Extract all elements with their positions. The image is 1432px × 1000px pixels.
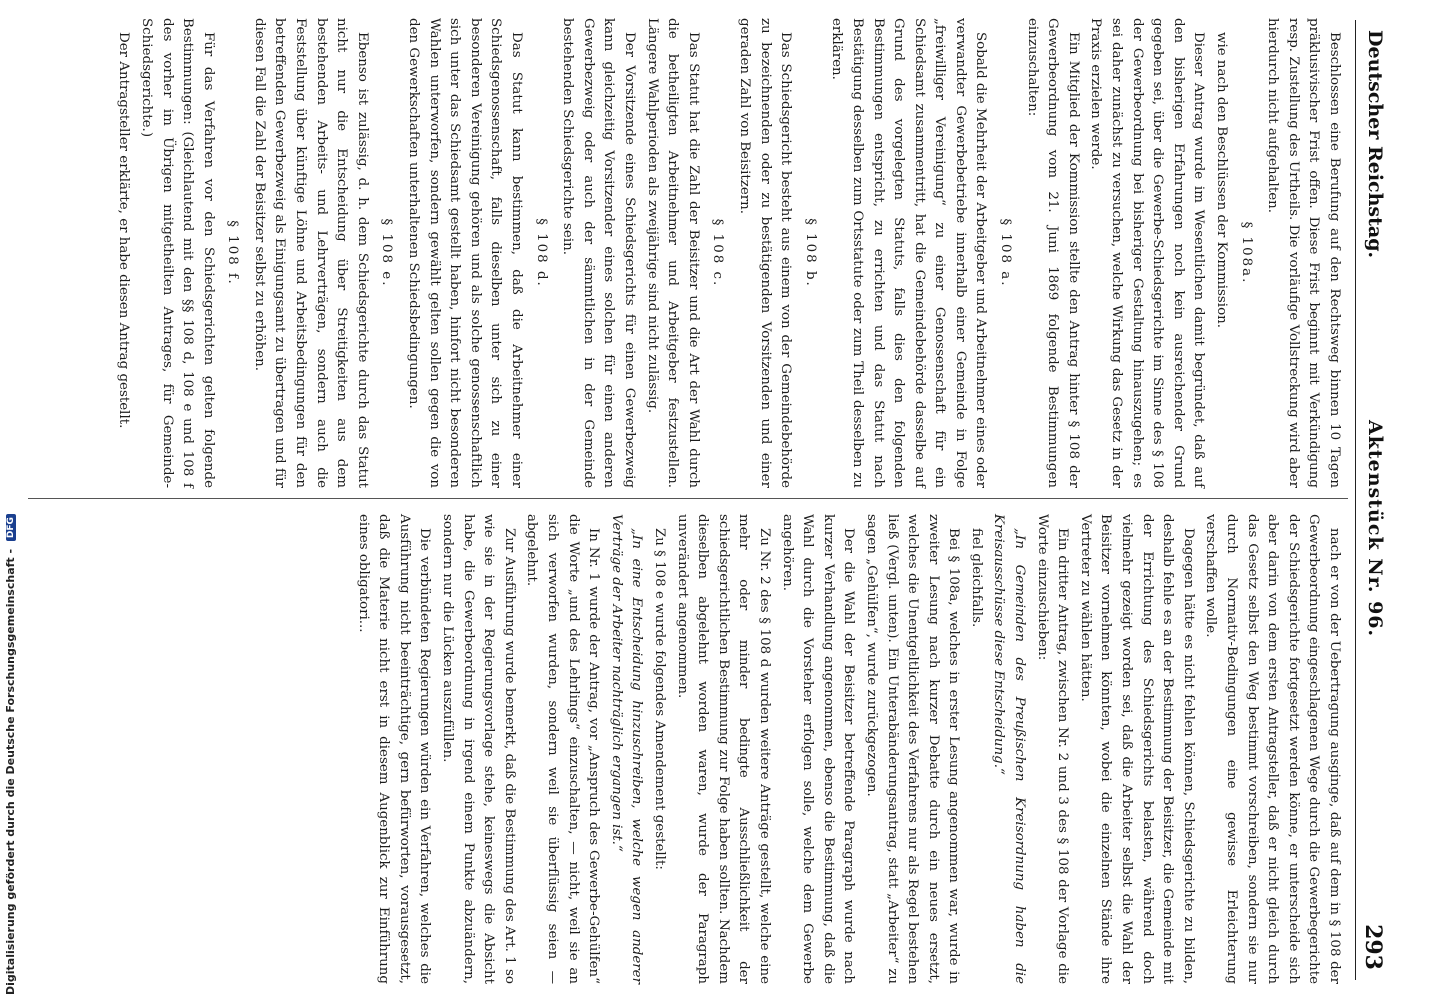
paragraph: Beschlossen eine Berufung auf den Rechtsweg binnen 10 Tagen präklusivischer Frist offen. Diese Frist beginnt mit Verkündigung resp. Zustellung des Urtheils. Die vorläufige Vollstreckung wird aber hierdurch nicht aufgehalten. [1265,18,1342,488]
section-heading: § 108a. [1238,221,1254,285]
paragraph: fiel gleichfalls. [968,528,984,628]
section-heading: § 108 d. [533,218,549,288]
paragraph: Das Statut hat die Zahl der Beisitzer und die Art der Wahl durch die betheiligten Arbeitnehmer und Arbeitgeber festzustellen. Längere Wahlperioden als zweijährige sind nicht zulässig. [644,18,701,488]
paragraph: Das Statut kann bestimmen, daß die Arbeitnehmer einer Schiedsgenossenschaft, falls dieselben unter sich zu einer besonderen Vereinigung gehören und als solche genossenschaftlich sich unter das Schiedsamt gestellt haben, hinfort nicht besonderen Wahlen unterworfen, sondern gewählt gelten sollen gegen die von den Gewerkschaften unterhaltenen Schiedsbedingungen. [406,18,525,488]
digitization-note [4,514,17,995]
text-column-right [350,514,1344,984]
digitization-text: Digitalisierung gefördert durch die Deutsche Forschungsgemeinschaft - [4,548,17,995]
column-divider [28,498,1348,499]
paragraph: Die verbündeten Regierungen würden ein Verfahren, welches die Ausführung nicht beeinträchtige, gern befürworten, vorausgesetzt, daß die Materie nicht erst in diesem Augenblick zur Einführung eines obligatori... [355,514,433,984]
paragraph: Dagegen hätte es nicht fehlen können, Schiedsgerichte zu bilden, deshalb fehle es an der Bestimmung der Beisitzer, die Gemeinde mit der Errichtung des Schiedsgerichts belasten, während doch vielmehr gezeigt worden sei, daß die Arbeiter selbst die Wahl der Beisitzer vornehmen könnten, wobei die einzelnen Stände ihre Vertreter zu wählen hätten. [1077,514,1196,984]
paragraph: wie nach den Beschlüssen der Kommission. [1214,32,1230,329]
paragraph: Zur Ausführung wurde bemerkt, daß die Bestimmung des Art. 1 so wie sie in der Regierungsvorlage stehe, keineswegs die Absicht habe, die Gewerbeordnung in irgend einem Punkte abzuändern, sondern nur die Lücken auszufüllen. [440,514,517,984]
paragraph: Ein dritter Antrag, zwischen Nr. 2 und 3 des § 108 der Vorlage die Worte einzuschieben: [1034,514,1071,984]
paragraph: Der die Wahl der Beisitzer betreffende Paragraph wurde nach kurzer Verhandlung angenommen, ebenso die Bestimmung, daß die Wahl durch die Vorsteher erfolgen solle, welche dem Gewerbe angehören. [779,514,857,984]
page-header-center: Aktenstück Nr. 96. [1364,420,1386,638]
section-heading: § 108 e. [379,218,395,288]
paragraph: Bei § 108a, welches in erster Lesung angenommen war, wurde in zweiter Lesung nach kurzer Debatte durch ein neues ersetzt, welches die Unentgeltlichkeit des Verfahrens nur als Regel bestehen ließ (Vergl. unten). Ein Unterabänderungsantrag, statt „Arbeiter“ zu sagen „Gehülfen“, wurde zurückgezogen. [863,514,962,984]
section-heading: § 108 f. [225,220,241,286]
header-rule [1355,20,1356,980]
paragraph: Sobald die Mehrheit der Arbeitgeber und Arbeitnehmer eines oder verwandter Gewerbebetriebe innerhalb einer Gemeinde in Folge „freiwilliger Vereinigung“ zu einer Genossenschaft für ein Schiedsamt zusammentritt, hat die Gemeindebehörde dasselbe auf Grund des vorgelegten Statuts, falls dies den folgenden Bestimmungen entspricht, zu errichten und das Statut nach Bestätigung desselben zum Ortsstatute oder zum Theil desselben zu erklären. [829,18,989,488]
section-heading: § 108 c. [710,218,726,288]
paragraph: Zu Nr. 2 des § 108 d wurden weitere Anträge gestellt, welche eine mehr oder minder bedingte Ausschließlichkeit der schiedsgerichtlichen Bestimmung zur Folge haben sollten. Nachdem dieselben abgelehnt worden waren, wurde der Paragraph unverändert angenommen. [674,514,772,984]
paragraph: Dieser Antrag wurde im Wesentlichen damit begründet, daß auf den bisherigen Erfahrungen noch kein ausreichender Grund gegeben sei, über die Gewerbe-Schiedsgerichte im Sinne des § 108 der Gewerbeordnung bei bisheriger Gestaltung hinauszugehen; es sei daher zunächst zu versuchen, welche Wirkung das Gesetz in der Praxis erzielen werde. [1088,18,1207,488]
paragraph: Ebenso ist zulässig, d. h. dem Schiedsgerichte durch das Statut nicht nur die Entscheidung über Streitigkeiten aus dem bestehenden Arbeits- und Lehrverträgen, sondern auch die Feststellung über künftige Löhne und Arbeitsbedingungen für den betreffenden Gewerbezweig als Einigungsamt zu übertragen und für diesen Fall die Zahl der Beisitzer selbst zu erhöhen. [251,18,370,488]
paragraph: „In eine Entscheidung hinzuschreiben, welche wegen anderer Verträge der Arbeiter nachträglich ergangen ist.“ [608,514,645,984]
paragraph: Der Antragsteller erklärte, er habe diesen Antrag gestellt. [116,32,132,429]
footer-strip [0,0,22,1000]
paragraph: „In Gemeinden des Preußischen Kreisordnung haben die Kreisausschüsse diese Entscheidung.“ [991,514,1028,984]
paragraph: Ein Mitglied der Kommission stellte den Antrag hinter § 108 der Gewerbeordnung vom 21. Juni 1869 folgende Bestimmungen einzuschalten: [1024,18,1081,488]
section-heading: § 108 a. [998,218,1014,288]
text-column-left [111,18,1344,488]
paragraph: Der Vorsitzende eines Schiedsgerichts für einen Gewerbezweig kann gleichzeitig Vorsitzender eines solchen für einen anderen Gewerbezweig oder auch der sämmtlichen in der Gemeinde bestehenden Schiedsgerichte sein. [560,18,637,488]
paragraph: Zu § 108 e wurde folgendes Amendement gestellt: [652,528,667,870]
page-number: 293 [1360,924,1386,970]
paragraph: nach er von der Uebertragung ausginge, daß auf dem in § 108 der Gewerbeordnung eingeschlagenen Wege durch die Gewerbegerichte der Schiedsgerichte fortgesetzt werden könne, er unterscheide sich aber darin von dem ersten Antragsteller, daß er nicht gleich durch das Gesetz selbst den Weg bestimmt vorschreiben, sondern sie nur durch Normativ-Bedingungen eine gewisse Erleichterung verschaffen wolle. [1203,514,1342,984]
paragraph: Für das Verfahren vor den Schiedsgerichten gelten folgende Bestimmungen: (Gleichlautend mit den §§ 108 d, 108 e und 108 f des vorher im Übrigen mitgetheilten Antrages, für Gemeinde-Schiedsgerichte.) [138,18,216,488]
dfg-logo: DFG [6,514,16,541]
paragraph: Das Schiedsgericht besteht aus einem von der Gemeindebehörde zu bezeichnenden oder zu bestätigenden Vorsitzenden und einer geraden Zahl von Beisitzern. [736,18,794,488]
paragraph: In Nr. 1 wurde der Antrag, vor „Anspruch des Gewerbe-Gehülfen“ die Worte „und des Lehrlings“ einzuschalten, — nicht, weil sie an sich verworfen wurden, sondern weil sie überflüssig seien — abgelehnt. [524,514,602,984]
section-heading: § 108 b. [802,218,818,288]
page-header-left: Deutscher Reichstag. [1364,30,1386,259]
